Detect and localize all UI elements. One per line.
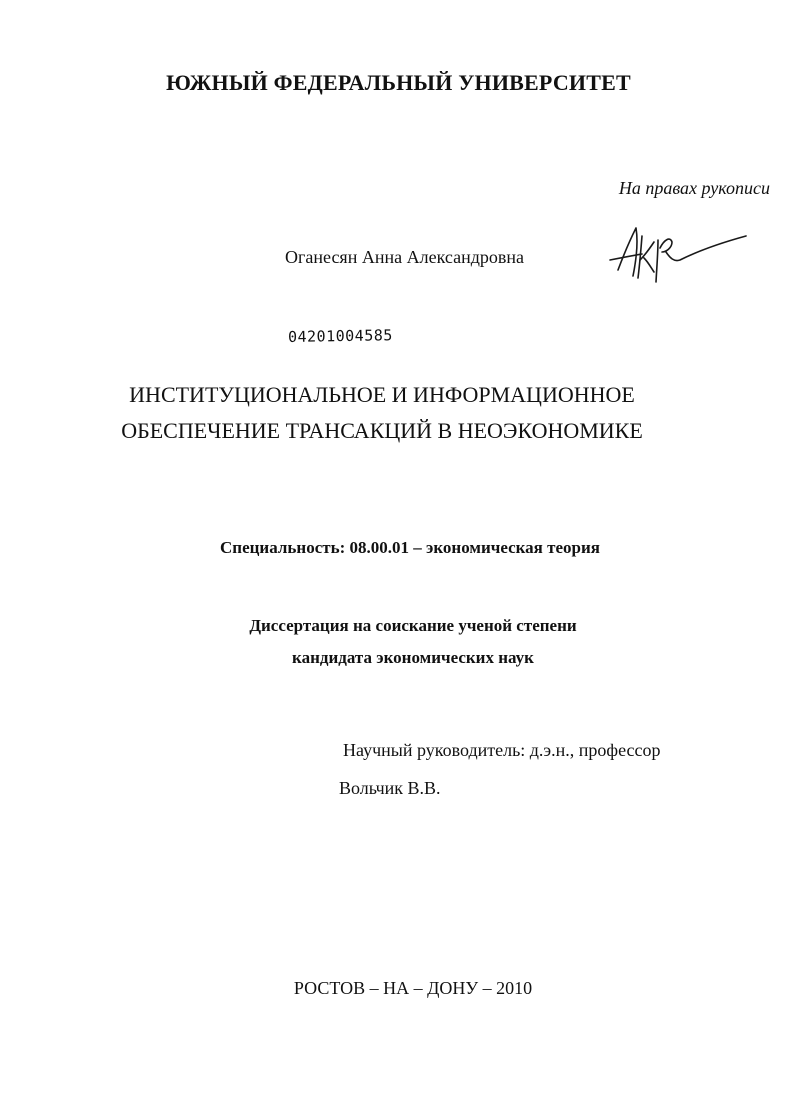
university-name: ЮЖНЫЙ ФЕДЕРАЛЬНЫЙ УНИВЕРСИТЕТ [166, 70, 631, 95]
supervisor-name: Вольчик В.В. [339, 778, 441, 798]
title-line-2: ОБЕСПЕЧЕНИЕ ТРАНСАКЦИЙ В НЕОЭКОНОМИКЕ [121, 418, 643, 443]
author-name: Оганесян Анна Александровна [285, 247, 524, 267]
degree-line-2: кандидата экономических наук [292, 648, 534, 667]
supervisor-label: Научный руководитель: д.э.н., профессор [343, 740, 661, 760]
manuscript-note: На правах рукописи [618, 178, 770, 198]
city-year: РОСТОВ – НА – ДОНУ – 2010 [293, 978, 533, 998]
dissertation-title [0, 377, 764, 449]
degree-line-1: Диссертация на соискание ученой степени [249, 616, 577, 635]
degree-statement [0, 610, 797, 674]
specialty: Специальность: 08.00.01 – экономическая теория [220, 538, 600, 557]
registration-code: 04201004585 [287, 326, 393, 346]
handwritten-signature-icon [600, 218, 750, 288]
title-line-1: ИНСТИТУЦИОНАЛЬНОЕ И ИНФОРМАЦИОННОЕ [129, 382, 635, 407]
